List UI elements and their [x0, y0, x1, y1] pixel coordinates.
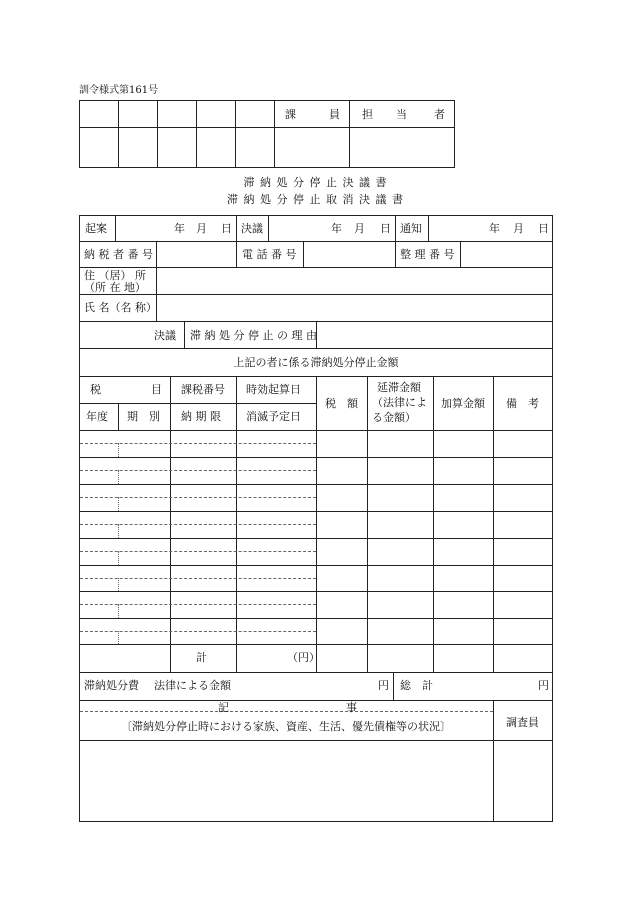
ketsugi-nen: 年	[331, 222, 342, 235]
tsuchi-hi: 日	[538, 222, 549, 235]
stamp-ka: 課	[285, 108, 296, 121]
kiji-ki: 記	[218, 701, 229, 714]
header-entai-3: る金額）	[372, 411, 416, 424]
kian-tsuki: 月	[196, 222, 207, 235]
tsuchi-nen: 年	[489, 222, 500, 235]
header-entai-2: （法律によ	[372, 396, 427, 409]
section-heading-teishi-kingaku: 上記の者に係る滞納処分停止金額	[233, 356, 399, 369]
header-zei: 税	[90, 383, 101, 396]
header-entai-1: 延滞金額	[377, 381, 421, 394]
label-soukei: 総 計	[400, 679, 433, 692]
header-nokigen: 納 期 限	[181, 410, 221, 423]
label-ketsugi-2: 決議	[154, 329, 176, 342]
stamp-ka-in	[275, 101, 350, 128]
total-yen: （円）	[287, 651, 320, 664]
stamp-tantosha	[350, 101, 455, 128]
label-shozaichi: （所 在 地）	[84, 281, 146, 294]
kian-hi: 日	[221, 222, 232, 235]
header-kibetsu: 期 別	[127, 410, 160, 423]
kian-nen: 年	[174, 222, 185, 235]
label-teishi-riyu: 滞 納 処 分 停 止 の 理 由	[190, 329, 317, 342]
total-kei: 計	[196, 651, 207, 664]
ketsugi-hi: 日	[380, 222, 391, 235]
header-zeigaku: 税 額	[325, 397, 358, 410]
kiji-ji: 事	[346, 701, 357, 714]
label-chosain: 調査員	[506, 716, 539, 729]
label-tsuchi: 通知	[400, 222, 422, 235]
stamp-sha: 者	[434, 108, 445, 121]
approval-stamp-table	[79, 100, 455, 168]
header-moku: 目	[151, 383, 162, 396]
header-biko: 備 考	[506, 397, 539, 410]
title-1: 滞 納 処 分 停 止 決 議 書	[243, 176, 388, 189]
kiji-status-description: 〔滞納処分停止時における家族、資産、生活、優先債権等の状況〕	[121, 720, 451, 733]
stamp-in: 員	[329, 108, 340, 121]
label-ketsugi: 決議	[241, 222, 263, 235]
stamp-to: 当	[396, 108, 407, 121]
label-kian: 起案	[85, 222, 107, 235]
label-horitsu-kingaku: 法律による金額	[154, 679, 231, 692]
header-kazei-bango: 課税番号	[181, 383, 225, 396]
tsuchi-tsuki: 月	[513, 222, 524, 235]
header-kasan-kingaku: 加算金額	[441, 397, 485, 410]
label-shimei: 氏 名（名 称）	[84, 301, 157, 314]
stamp-tan: 担	[362, 108, 373, 121]
title-2: 滞 納 処 分 停 止 取 消 決 議 書	[227, 193, 404, 206]
ketsugi-tsuki: 月	[354, 222, 365, 235]
label-nozeisha-bango: 納 税 者 番 号	[84, 248, 153, 261]
header-nendo: 年度	[86, 410, 108, 423]
label-denwa-bango: 電 話 番 号	[242, 248, 297, 261]
header-jiko-kisanbi: 時効起算日	[246, 383, 301, 396]
cost-yen-2: 円	[538, 679, 549, 692]
label-jusho: 住 （居） 所	[84, 269, 146, 282]
label-taino-shobun-hi: 滞納処分費	[84, 679, 139, 692]
header-shometsu-yoteibi: 消滅予定日	[246, 410, 301, 423]
cost-yen-1: 円	[378, 679, 389, 692]
form-number: 訓令様式第161号	[79, 85, 159, 96]
label-seiri-bango: 整 理 番 号	[400, 248, 455, 261]
